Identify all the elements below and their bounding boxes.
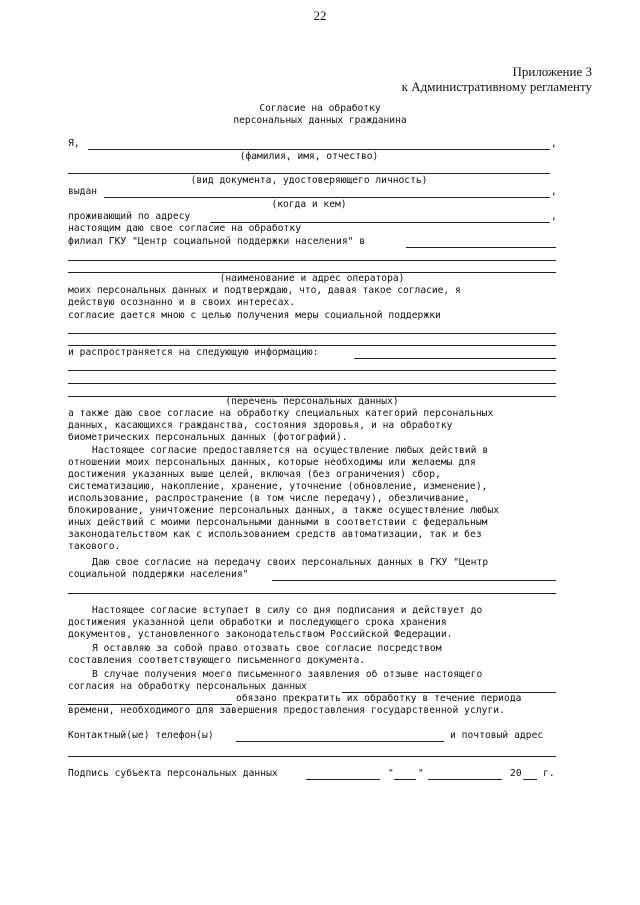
branch-field[interactable]	[406, 247, 556, 248]
info-field-line-1[interactable]	[354, 358, 556, 359]
transfer-field-line-1[interactable]	[272, 580, 556, 581]
p1-line-1	[68, 285, 556, 296]
purpose-line: согласие дается мною с целью получения меры социальной поддержки	[68, 310, 441, 321]
title-line-1: Согласие на обработку	[259, 103, 381, 114]
address-comma: ,	[551, 211, 557, 222]
year-suffix: г.	[543, 768, 555, 779]
operator-field-line-1[interactable]	[68, 260, 556, 261]
p1-text: моих персональных данных и подтверждаю, что, давая такое согласие, я	[68, 285, 461, 296]
issued-prefix: выдан	[68, 186, 98, 197]
ya-prefix: Я,	[68, 138, 80, 149]
info-field-line-3[interactable]	[68, 383, 556, 384]
p5-line-3: документов, установленного законодательством Российской Федерации.	[68, 629, 453, 640]
title-line-2: персональных данных гражданина	[233, 115, 407, 126]
page-number: 22	[313, 8, 327, 23]
year-prefix: 20	[510, 768, 522, 779]
mail-prefix: и почтовый адрес	[450, 730, 544, 741]
info-field-line-2[interactable]	[68, 370, 556, 371]
p3-line-9: такового.	[68, 541, 121, 552]
p5-line-1: Настоящее согласие вступает в силу со дня подписания и действует до	[92, 605, 483, 616]
fio-caption: (фамилия, имя, отчество)	[239, 151, 379, 162]
info-prefix: и распространяется на следующую информацию:	[68, 347, 319, 358]
signature-label: Подпись субъекта персональных данных	[68, 768, 278, 779]
appendix-line-2: к Административному регламенту	[401, 79, 592, 94]
p7-line-2: согласия на обработку персональных данных	[68, 681, 307, 692]
p3-line-2: отношении моих персональных данных, которые необходимы или желаемы для	[68, 457, 476, 468]
operator-caption: (наименование и адрес оператора)	[219, 273, 405, 284]
p1-line-2: действую осознанно и в своих интересах.	[68, 297, 296, 308]
phone-field[interactable]	[236, 741, 444, 742]
contacts-prefix: Контактный(ые) телефон(ы)	[68, 730, 214, 741]
appendix-line-1: Приложение 3	[512, 64, 592, 79]
year-field[interactable]	[523, 779, 537, 780]
p3-line-7: иных действий с моими персональными данными в соответствии с федеральным	[68, 517, 488, 528]
fio-comma: ,	[551, 138, 557, 149]
p3-line-1: Настоящее согласие предоставляется на осуществление любых действий в	[92, 445, 489, 456]
p7-line-1: В случае получения моего письменного заявления об отзыве настоящего	[92, 669, 483, 680]
mail-field[interactable]	[68, 756, 556, 757]
p3-line-5: использование, распространение (в том числе передачу), обезличивание,	[68, 493, 470, 504]
month-field[interactable]	[428, 779, 502, 780]
issued-caption: (когда и кем)	[271, 199, 347, 210]
day-field[interactable]	[394, 779, 416, 780]
p7-line-3: обязано прекратить их обработку в течение периода	[236, 693, 522, 704]
purpose-field-line-2[interactable]	[68, 345, 556, 346]
transfer-field-line-2[interactable]	[68, 593, 556, 594]
appendix-header	[402, 64, 592, 94]
p3-line-3: достижения указанных выше целей, включая (без ограничения) сбор,	[68, 469, 441, 480]
document-field[interactable]	[68, 173, 550, 174]
purpose-field-line-1[interactable]	[68, 333, 556, 334]
fio-field[interactable]	[88, 149, 550, 150]
p4-line-1: Даю свое согласие на передачу своих персональных данных в ГКУ "Центр	[92, 557, 489, 568]
p2-line-1: а также даю свое согласие на обработку специальных категорий персональных	[68, 408, 494, 419]
p6-line-1: Я оставляю за собой право отозвать свое согласие посредством	[92, 643, 442, 654]
p3-line-8: законодательством как с использованием средств автоматизации, так и без	[68, 529, 482, 540]
signature-field[interactable]	[306, 779, 380, 780]
p3-line-4: систематизацию, накопление, хранение, уточнение (обновление, изменение),	[68, 481, 488, 492]
p3-line-6: блокирование, уничтожение персональных данных, а также осуществление любых	[68, 505, 500, 516]
address-prefix: проживающий по адресу	[68, 211, 191, 222]
branch-line: филиал ГКУ "Центр социальной поддержки населения" в	[68, 236, 366, 247]
date-quote-close: "	[418, 768, 424, 779]
p7-line-4: времени, необходимого для завершения предоставления государственной услуги.	[68, 705, 505, 716]
p5-line-2: достижения указанной цели обработки и последующего срока хранения	[68, 617, 447, 628]
consent-line: настоящим даю свое согласие на обработку	[68, 223, 302, 234]
p6-line-2: составления соответствующего письменного документа.	[68, 655, 366, 666]
list-caption: (перечень персональных данных)	[225, 396, 399, 407]
p2-line-2: данных, касающихся гражданства, состояния здоровья, и на обработку	[68, 420, 453, 431]
date-quote-open: "	[388, 768, 394, 779]
p4-line-2: социальной поддержки населения"	[68, 569, 249, 580]
issued-field[interactable]	[104, 197, 550, 198]
p2-line-3: биометрических персональных данных (фотографий).	[68, 432, 348, 443]
document-caption: (вид документа, удостоверяющего личность)	[190, 175, 428, 186]
issued-comma: ,	[551, 186, 557, 197]
